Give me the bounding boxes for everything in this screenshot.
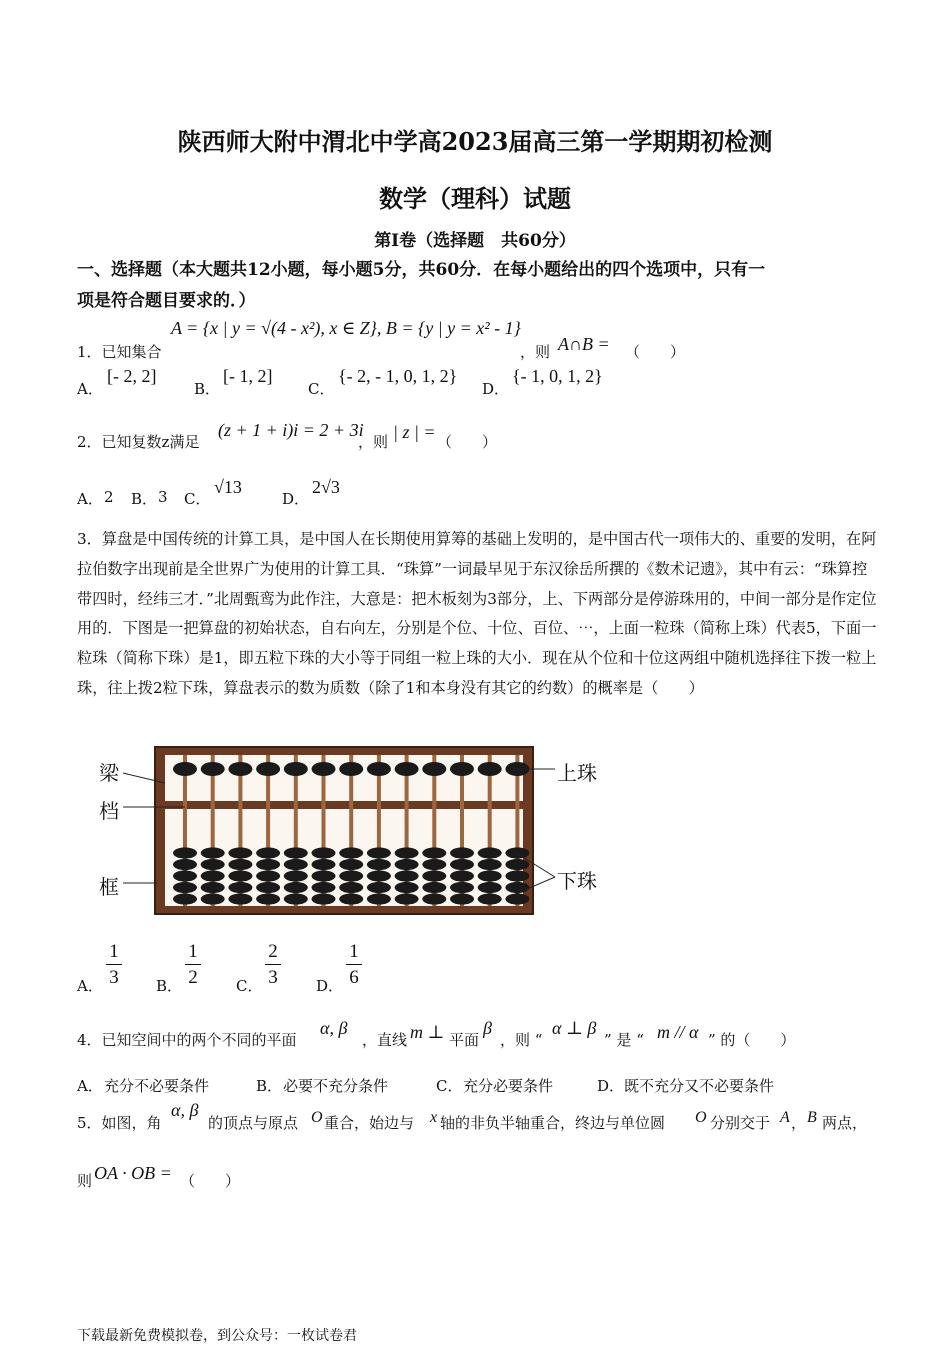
label-lower-bead: 下珠 bbox=[557, 869, 597, 893]
q5-origin-o: O bbox=[311, 1109, 323, 1126]
upper-bead bbox=[450, 762, 474, 776]
q1-option-b-value: [- 1, 2] bbox=[223, 366, 273, 386]
lower-bead bbox=[312, 847, 336, 858]
lower-bead bbox=[228, 893, 252, 904]
q4-conclusion: m // α bbox=[657, 1022, 699, 1042]
abacus-svg bbox=[95, 745, 615, 920]
q1-option-d-label: D． bbox=[482, 380, 510, 398]
q4-text-2: ，直线 bbox=[362, 1031, 408, 1049]
q2-option-a-value: 2 bbox=[104, 488, 114, 506]
q5-text-3: 重合，始边与 bbox=[324, 1114, 415, 1132]
q2-option-d-value: 2√3 bbox=[312, 477, 340, 497]
q3-option-b-fraction bbox=[185, 941, 201, 989]
q2-option-a-label: A． bbox=[77, 490, 103, 508]
q3-option-d-label: D． bbox=[316, 977, 344, 995]
upper-bead bbox=[422, 762, 446, 776]
lower-bead bbox=[173, 882, 197, 893]
lower-bead bbox=[256, 870, 280, 881]
lower-bead bbox=[478, 882, 502, 893]
lower-bead bbox=[505, 882, 529, 893]
lower-bead bbox=[450, 893, 474, 904]
lower-bead bbox=[505, 893, 529, 904]
q1-set-expression: A = {x | y = √(4 - x²), x ∈ Z}, B = {y | y = x² - 1} bbox=[171, 318, 521, 338]
q2-option-c-label: C． bbox=[184, 490, 211, 508]
q3-option-d-numerator: 1 bbox=[349, 941, 359, 962]
upper-bead bbox=[284, 762, 308, 776]
lower-bead bbox=[201, 847, 225, 858]
q4-option-b-label: B． bbox=[256, 1077, 283, 1095]
lower-bead bbox=[395, 859, 419, 870]
lower-bead bbox=[173, 847, 197, 858]
q2-prefix: 2．已知复数z满足 bbox=[77, 433, 200, 451]
q3-option-a-label: A． bbox=[77, 977, 103, 995]
lower-bead bbox=[256, 882, 280, 893]
q5-comma: ， bbox=[791, 1114, 807, 1132]
q2-option-c-value: √13 bbox=[214, 477, 242, 497]
lower-bead bbox=[284, 882, 308, 893]
lower-bead bbox=[395, 870, 419, 881]
lower-bead bbox=[339, 870, 363, 881]
q4-option-c-value: 充分必要条件 bbox=[463, 1077, 554, 1095]
q4-text-6: ” 的（ ） bbox=[708, 1031, 796, 1049]
lower-bead bbox=[505, 870, 529, 881]
fraction-bar bbox=[106, 964, 122, 965]
lower-bead bbox=[367, 882, 391, 893]
upper-bead bbox=[367, 762, 391, 776]
q2-option-b-label: B． bbox=[131, 490, 158, 508]
q4-line-perp: m ⊥ bbox=[410, 1022, 445, 1042]
q2-answer-paren: （ ） bbox=[437, 433, 498, 451]
label-rod: 档 bbox=[99, 799, 119, 823]
q5-text-1: 5．如图，角 bbox=[77, 1114, 162, 1132]
lower-bead bbox=[312, 870, 336, 881]
q5-circle-o: O bbox=[695, 1109, 707, 1126]
q3-option-b-label: B． bbox=[156, 977, 183, 995]
lower-bead bbox=[228, 870, 252, 881]
q2-option-d-label: D． bbox=[282, 490, 310, 508]
q5-answer-paren: （ ） bbox=[180, 1172, 241, 1190]
label-upper-bead: 上珠 bbox=[557, 761, 597, 785]
q4-option-a-label: A． bbox=[77, 1077, 103, 1095]
lower-bead bbox=[201, 882, 225, 893]
q2-mid: ，则 bbox=[358, 433, 389, 451]
q3-option-d-denominator: 6 bbox=[349, 967, 359, 988]
section-heading-line2: 项是符合题目要求的．） bbox=[77, 291, 256, 311]
lower-bead bbox=[201, 859, 225, 870]
q5-text-5: 分别交于 bbox=[710, 1114, 771, 1132]
lower-bead bbox=[284, 893, 308, 904]
q3-option-a-numerator: 1 bbox=[109, 941, 119, 962]
lower-bead bbox=[422, 847, 446, 858]
q3-option-a-denominator: 3 bbox=[109, 967, 119, 988]
q1-option-c-value: {- 2, - 1, 0, 1, 2} bbox=[338, 366, 458, 386]
exam-subtitle: 数学（理科）试题 bbox=[379, 184, 571, 213]
q1-option-c-label: C． bbox=[308, 380, 335, 398]
upper-bead bbox=[228, 762, 252, 776]
q3-option-d-fraction bbox=[346, 941, 362, 989]
q5-angles: α, β bbox=[171, 1100, 199, 1120]
q3-option-c-fraction bbox=[265, 941, 281, 989]
lower-bead bbox=[312, 893, 336, 904]
lower-bead bbox=[422, 859, 446, 870]
label-beam: 梁 bbox=[99, 761, 119, 785]
lower-bead bbox=[284, 847, 308, 858]
q2-option-b-value: 3 bbox=[158, 488, 168, 506]
abacus-upper-deck bbox=[165, 755, 523, 801]
lower-bead bbox=[312, 882, 336, 893]
q5-text-2: 的顶点与原点 bbox=[208, 1114, 299, 1132]
q4-text-3: 平面 bbox=[449, 1031, 480, 1049]
q5-dot-product: OA · OB = bbox=[94, 1163, 172, 1183]
lower-bead bbox=[173, 893, 197, 904]
fraction-bar bbox=[265, 964, 281, 965]
lower-bead bbox=[450, 882, 474, 893]
q4-text-1: 4．已知空间中的两个不同的平面 bbox=[77, 1031, 297, 1049]
lower-bead bbox=[367, 859, 391, 870]
lower-bead bbox=[284, 870, 308, 881]
q4-beta: β bbox=[483, 1018, 492, 1038]
q4-planes: α, β bbox=[320, 1018, 348, 1038]
q1-answer-paren: （ ） bbox=[625, 343, 686, 361]
q4-option-c-label: C． bbox=[436, 1077, 463, 1095]
q5-text-7: 则 bbox=[77, 1172, 93, 1190]
lower-bead bbox=[505, 859, 529, 870]
lower-bead bbox=[284, 859, 308, 870]
q1-option-b-label: B． bbox=[194, 380, 221, 398]
upper-bead bbox=[173, 762, 197, 776]
q4-option-d-label: D． bbox=[597, 1077, 625, 1095]
q4-text-5: ” 是 “ bbox=[604, 1031, 644, 1049]
lower-bead bbox=[339, 893, 363, 904]
lower-bead bbox=[395, 893, 419, 904]
q3-option-a-fraction bbox=[106, 941, 122, 989]
q4-condition: α ⊥ β bbox=[552, 1018, 597, 1038]
abacus-figure bbox=[95, 745, 615, 920]
q5-point-b: B bbox=[807, 1109, 817, 1126]
upper-bead bbox=[256, 762, 280, 776]
label-frame: 框 bbox=[99, 875, 119, 899]
lower-bead bbox=[228, 882, 252, 893]
lower-bead bbox=[256, 893, 280, 904]
q3-option-c-label: C． bbox=[236, 977, 263, 995]
footer-note: 下载最新免费模拟卷，到公众号：一枚试卷君 bbox=[77, 1328, 357, 1344]
exam-title: 陕西师大附中渭北中学高2023届高三第一学期期初检测 bbox=[177, 127, 773, 156]
abacus-beam bbox=[165, 801, 523, 809]
lower-bead bbox=[505, 847, 529, 858]
q5-x-axis: x bbox=[430, 1109, 438, 1126]
q1-option-a-value: [- 2, 2] bbox=[107, 366, 157, 386]
q4-option-d-value: 既不充分又不必要条件 bbox=[624, 1077, 775, 1095]
lower-bead bbox=[395, 882, 419, 893]
lower-bead bbox=[312, 859, 336, 870]
lower-bead bbox=[339, 847, 363, 858]
fraction-bar bbox=[346, 964, 362, 965]
upper-bead bbox=[201, 762, 225, 776]
lower-bead bbox=[478, 859, 502, 870]
q1-prefix: 1．已知集合 bbox=[77, 343, 162, 361]
q3-option-c-denominator: 3 bbox=[268, 967, 278, 988]
lower-bead bbox=[395, 847, 419, 858]
q1-intersection: A∩B = bbox=[558, 334, 610, 354]
q5-text-4: 轴的非负半轴重合，终边与单位圆 bbox=[440, 1114, 666, 1132]
lower-bead bbox=[450, 870, 474, 881]
lower-bead bbox=[228, 859, 252, 870]
upper-bead bbox=[395, 762, 419, 776]
q1-mid: ，则 bbox=[520, 343, 551, 361]
lower-bead bbox=[422, 893, 446, 904]
q5-point-a: A bbox=[780, 1109, 790, 1126]
part-heading: 第Ⅰ卷（选择题 共60分） bbox=[374, 231, 576, 251]
q3-option-c-numerator: 2 bbox=[268, 941, 278, 962]
lower-bead bbox=[228, 847, 252, 858]
fraction-bar bbox=[185, 964, 201, 965]
q4-option-a-value: 充分不必要条件 bbox=[104, 1077, 210, 1095]
lower-bead bbox=[450, 847, 474, 858]
q2-modulus: | z | = bbox=[393, 422, 436, 442]
section-heading-line1: 一、选择题（本大题共12小题，每小题5分，共60分．在每小题给出的四个选项中，只有一 bbox=[77, 260, 766, 280]
lower-bead bbox=[367, 870, 391, 881]
upper-bead bbox=[312, 762, 336, 776]
lower-bead bbox=[339, 859, 363, 870]
q2-equation: (z + 1 + i)i = 2 + 3i bbox=[218, 420, 364, 440]
lower-bead bbox=[201, 870, 225, 881]
q4-option-b-value: 必要不充分条件 bbox=[283, 1077, 389, 1095]
lower-bead bbox=[339, 882, 363, 893]
q1-option-d-value: {- 1, 0, 1, 2} bbox=[512, 366, 603, 386]
lower-bead bbox=[450, 859, 474, 870]
lower-bead bbox=[478, 893, 502, 904]
lower-bead bbox=[478, 870, 502, 881]
q3-text: 3．算盘是中国传统的计算工具，是中国人在长期使用算筹的基础上发明的，是中国古代一项伟大的、重要的发明，在阿拉伯数字出现前是全世界广为使用的计算工具．“珠算”一词最早见于东汉徐岳所撰的《数术记遗》，其中有云：“珠算控带四时，经纬三才．”北周甄鸾为此作注，大意是：把木板刻为3部分，上、下两部分是停游珠用的，中间一部分是作定位用的．下图是一把算盘的初始状态，自右向左，分别是个位、十位、百位、⋯，上面一粒珠（简称上珠）代表5，下面一粒珠（简称下珠）是1，即五粒下珠的大小等于同组一粒上珠的大小．现在从个位和十位这两组中随机选择往下拨一粒上珠，往上拨2粒下珠，算盘表示的数为质数（除了1和本身没有其它的约数）的概率是（ ） bbox=[77, 530, 877, 697]
lower-bead bbox=[422, 882, 446, 893]
lower-bead bbox=[256, 859, 280, 870]
q5-text-6: 两点， bbox=[822, 1114, 868, 1132]
lower-bead bbox=[201, 893, 225, 904]
q4-text-4: ，则 “ bbox=[500, 1031, 543, 1049]
lower-bead bbox=[367, 847, 391, 858]
lower-bead bbox=[173, 859, 197, 870]
lower-bead bbox=[478, 847, 502, 858]
lower-bead bbox=[173, 870, 197, 881]
upper-bead bbox=[339, 762, 363, 776]
lower-bead bbox=[367, 893, 391, 904]
upper-bead bbox=[478, 762, 502, 776]
q3-option-b-numerator: 1 bbox=[188, 941, 198, 962]
q3-option-b-denominator: 2 bbox=[188, 967, 198, 988]
lower-bead bbox=[422, 870, 446, 881]
q1-option-a-label: A． bbox=[77, 380, 103, 398]
lower-bead bbox=[256, 847, 280, 858]
